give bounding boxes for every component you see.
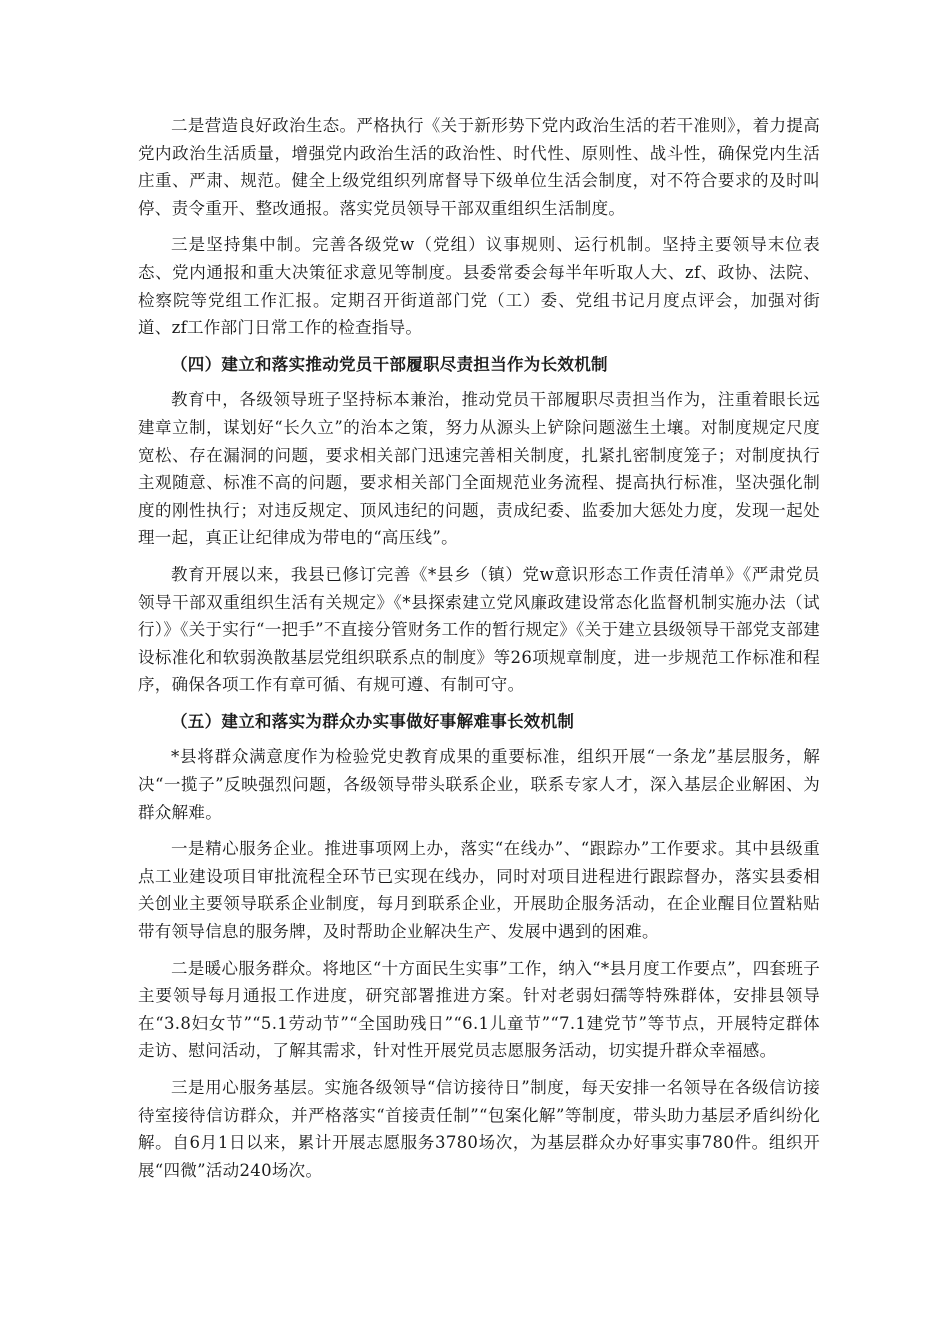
- section-heading-4: （四）建立和落实推动党员干部履职尽责担当作为长效机制: [171, 354, 608, 374]
- section-heading-5: （五）建立和落实为群众办实事做好事解难事长效机制: [171, 711, 575, 731]
- paragraph-education: 教育中，各级领导班子坚持标本兼治，推动党员干部履职尽责担当作为，注重着眼长远建章立制，谋划好“长久立”的治本之策，努力从源头上铲除问题滋生土壤。对制度规定尺度宽松、存在漏洞的问题，要求相关部门迅速完善相关制度，扎紧扎密制度笼子；对制度执行主观随意、标准不高的问题，要求相关部门全面规范业务流程、提高执行标准，坚决强化制度的刚性执行；对违反规定、顶风违纪的问题，责成纪委、监委加大惩处力度，发现一起处理一起，真正让纪律成为带电的“高压线”。: [138, 390, 820, 548]
- paragraph-serve-grassroots: 三是用心服务基层。实施各级领导“信访接待日”制度，每天安排一名领导在各级信访接待室接待信访群众，并严格落实“首接责任制”“包案化解”等制度，带头助力基层矛盾纠纷化解。自6月1日以来，累计开展志愿服务3780场次，为基层群众办好事实事780件。组织开展“四微”活动240场次。: [138, 1078, 820, 1180]
- paragraph-serve-masses: 二是暖心服务群众。将地区“十方面民生实事”工作，纳入“*县月度工作要点”，四套班子主要领导每月通报工作进度，研究部署推进方案。针对老弱妇孺等特殊群体，安排县领导在“3.8妇女节”“5.1劳动节”“全国助残日”“6.1儿童节”“7.1建党节”等节点，开展特定群体走访、慰问活动，了解其需求，针对性开展党员志愿服务活动，切实提升群众幸福感。: [138, 958, 820, 1061]
- paragraph-serve-enterprises: 一是精心服务企业。推进事项网上办，落实“在线办”、“跟踪办”工作要求。其中县级重点工业建设项目审批流程全环节已实现在线办，同时对项目进程进行跟踪督办，落实县委相关创业主要领导联系企业制度，每月到联系企业，开展助企服务活动，在企业醒目位置粘贴带有领导信息的服务牌，及时帮助企业解决生产、发展中遇到的困难。: [138, 839, 820, 942]
- paragraph-regulations: 教育开展以来，我县已修订完善《*县乡（镇）党w意识形态工作责任清单》《严肃党员领导干部双重组织生活有关规定》《*县探索建立党风廉政建设常态化监督机制实施办法（试行）》《关于实行“一把手”不直接分管财务工作的暂行规定》《关于建立县级领导干部党支部建设标准化和软弱涣散基层党组织联系点的制度》等26项规章制度，进一步规范工作标准和程序，确保各项工作有章可循、有规可遵、有制可守。: [138, 564, 820, 695]
- paragraph-satisfaction: *县将群众满意度作为检验党史教育成果的重要标准，组织开展“一条龙”基层服务，解决“一揽子”反映强烈问题，各级领导带头联系企业，联系专家人才，深入基层企业解困、为群众解难。: [138, 747, 820, 822]
- document-page: [138, 112, 820, 1193]
- paragraph-centralism: 三是坚持集中制。完善各级党w（党组）议事规则、运行机制。坚持主要领导末位表态、党内通报和重大决策征求意见等制度。县委常委会每半年听取人大、zf、政协、法院、检察院等党组工作汇报。定期召开街道部门党（工）委、党组书记月度点评会，加强对街道、zf工作部门日常工作的检查指导。: [138, 235, 820, 338]
- paragraph-political-ecology: 二是营造良好政治生态。严格执行《关于新形势下党内政治生活的若干准则》，着力提高党内政治生活质量，增强党内政治生活的政治性、时代性、原则性、战斗性，确保党内生活庄重、严肃、规范。健全上级党组织列席督导下级单位生活会制度，对不符合要求的及时叫停、责令重开、整改通报。落实党员领导干部双重组织生活制度。: [138, 116, 820, 218]
